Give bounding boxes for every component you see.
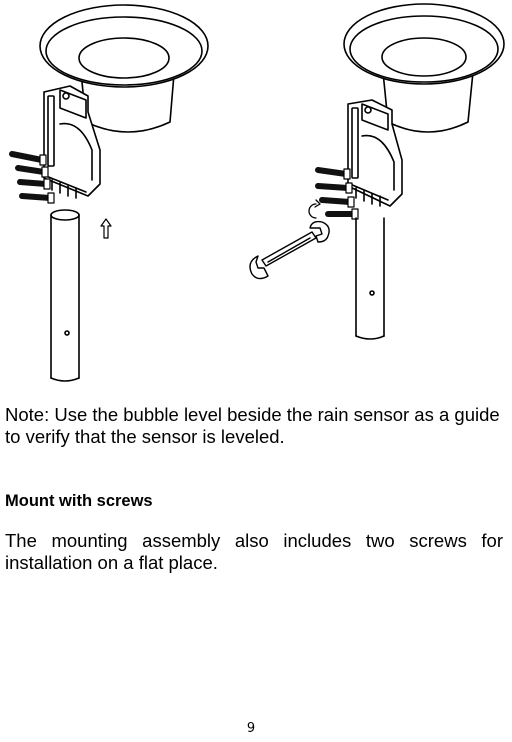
section-heading: Mount with screws [5, 492, 153, 510]
level-note: Note: Use the bubble level beside the rain sensor as a guide to verify that the sensor is leveled. [5, 404, 500, 447]
section-body: The mounting assembly also includes two screws for installation on a flat place. [5, 530, 503, 573]
page-number: 9 [246, 721, 256, 736]
wrench-icon [250, 222, 329, 279]
rotate-arrow-icon [309, 200, 320, 218]
right-pole-icon [356, 218, 384, 339]
left-pole-icon [51, 210, 79, 381]
up-arrow-icon [101, 219, 111, 238]
